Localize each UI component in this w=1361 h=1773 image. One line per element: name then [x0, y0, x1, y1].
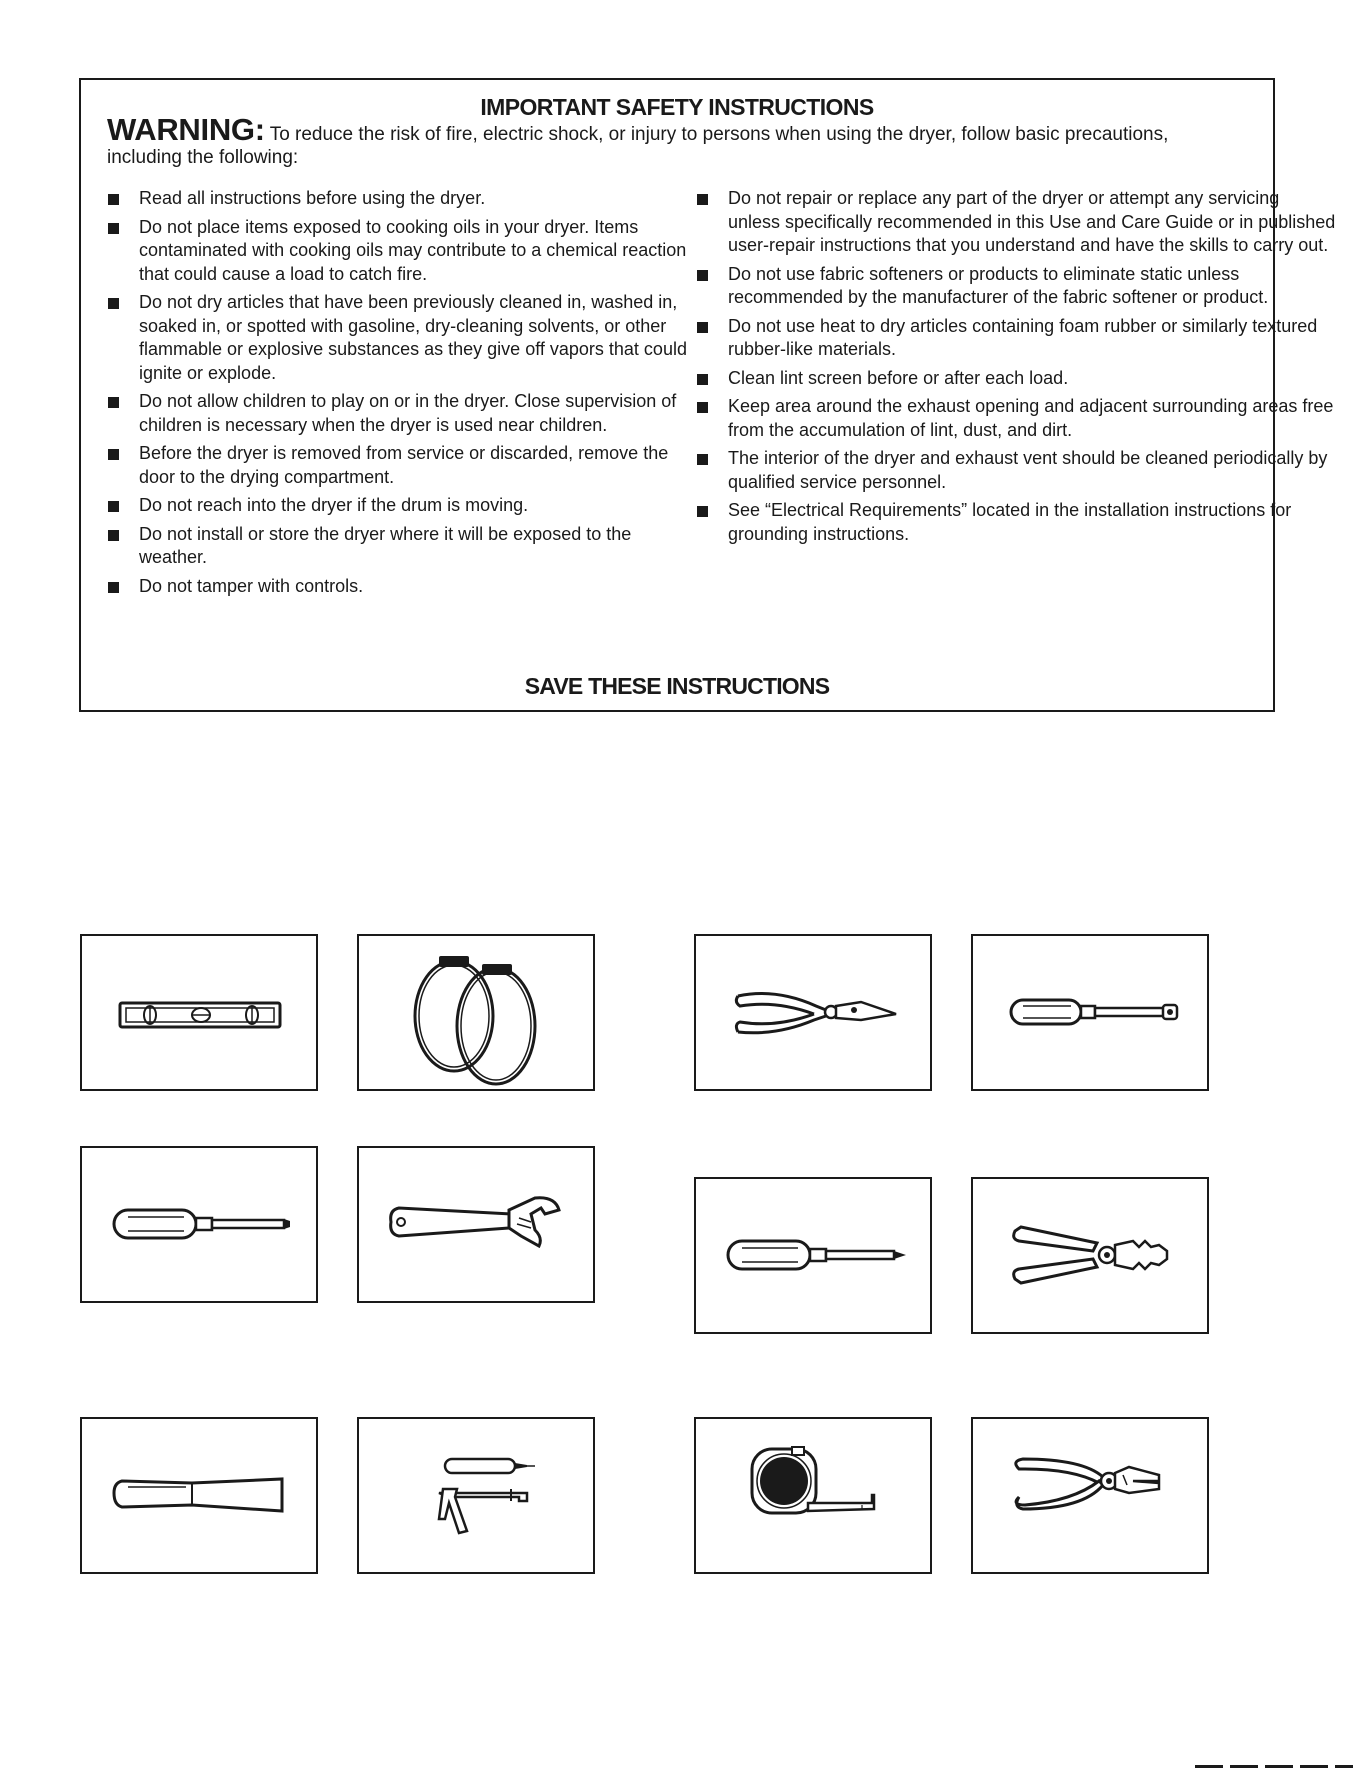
instruction-text: Do not repair or replace any part of the dryer or attempt any servicing unless specifically recommended in this Use and Care Guide or in published user-repair instructions that you understand and have the skills to carry out. — [728, 188, 1336, 255]
instruction-text: Clean lint screen before or after each load. — [728, 367, 1069, 388]
instruction-item — [696, 187, 1336, 258]
instruction-text: Do not reach into the dryer if the drum is moving. — [139, 495, 529, 515]
instruction-text: The interior of the dryer and exhaust vent should be cleaned periodically by qualified service personnel. — [728, 448, 1328, 492]
bullet-square-icon — [108, 397, 119, 408]
tape-measure-icon — [696, 1419, 930, 1572]
flat-screwdriver-tool-box — [80, 1146, 318, 1303]
bullet-square-icon — [108, 194, 119, 205]
instruction-text: Do not dry articles that have been previously cleaned in, washed in, soaked in, or spotted with gasoline, dry-cleaning solvents, or other flammable or explosive substances as they give off vapors that could ignite or explode. — [139, 292, 687, 383]
wire-stripper-icon — [973, 1179, 1207, 1332]
putty-knife-tool-box — [80, 1417, 318, 1574]
bullet-square-icon — [108, 501, 119, 512]
safety-title: IMPORTANT SAFETY INSTRUCTIONS — [480, 94, 874, 120]
bullet-square-icon — [108, 298, 119, 309]
bullet-square-icon — [697, 270, 708, 281]
instruction-item — [107, 442, 697, 489]
instruction-text: Read all instructions before using the dryer. — [139, 188, 486, 208]
instruction-item — [696, 263, 1336, 310]
instruction-item — [696, 447, 1336, 494]
vent-clamps-icon — [359, 936, 593, 1089]
level-icon — [82, 936, 316, 1089]
bullet-square-icon — [697, 454, 708, 465]
bullet-square-icon — [697, 402, 708, 413]
instruction-text: Do not place items exposed to cooking oils in your dryer. Items contaminated with cooking oils may contribute to a chemical reaction that could cause a load to catch fire. — [139, 216, 687, 284]
bullet-square-icon — [108, 530, 119, 541]
instruction-text: Do not install or store the dryer where it will be exposed to the weather. — [139, 523, 632, 567]
caulking-gun-tool-box — [357, 1417, 595, 1574]
tape-measure-tool-box — [694, 1417, 932, 1574]
instruction-item — [107, 291, 697, 385]
instruction-item — [107, 494, 697, 518]
putty-knife-icon — [82, 1419, 316, 1572]
bullet-square-icon — [697, 374, 708, 385]
phillips-screwdriver-tool-box — [694, 1177, 932, 1334]
bullet-square-icon — [108, 449, 119, 460]
wrench-tool-box — [357, 1146, 595, 1303]
tin-snips-icon — [696, 936, 930, 1089]
instruction-text: Before the dryer is removed from service or discarded, remove the door to the drying compartment. — [139, 443, 669, 487]
bullet-square-icon — [697, 506, 708, 517]
instruction-item — [107, 187, 697, 211]
instruction-item — [696, 499, 1336, 546]
instruction-item — [107, 523, 697, 570]
instruction-item — [107, 390, 697, 437]
right-instructions-list — [696, 187, 1336, 551]
bullet-square-icon — [108, 223, 119, 234]
warning-label: WARNING: — [107, 112, 265, 147]
instruction-item — [107, 216, 697, 287]
level-tool-box — [80, 934, 318, 1091]
adjustable-wrench-icon — [359, 1148, 593, 1301]
vent-clamps-tool-box — [357, 934, 595, 1091]
pliers-tool-box — [971, 1417, 1209, 1574]
instruction-text: Keep area around the exhaust opening and adjacent surrounding areas free from the accumulation of lint, dust, and dirt. — [728, 396, 1334, 440]
nut-driver-icon — [973, 936, 1207, 1089]
tin-snips-tool-box — [694, 934, 932, 1091]
instruction-text: Do not use heat to dry articles containing foam rubber or similarly textured rubber-like materials. — [728, 315, 1318, 359]
bullet-square-icon — [108, 582, 119, 593]
flat-blade-screwdriver-icon — [82, 1148, 316, 1301]
nut-driver-tool-box — [971, 934, 1209, 1091]
caulking-gun-icon — [359, 1419, 593, 1572]
bullet-square-icon — [697, 322, 708, 333]
instruction-item — [696, 367, 1336, 391]
bullet-square-icon — [697, 194, 708, 205]
pliers-icon — [973, 1419, 1207, 1572]
footer-rule-marks — [1195, 1755, 1361, 1758]
instruction-item — [107, 575, 697, 599]
instruction-item — [696, 395, 1336, 442]
instruction-text: Do not use fabric softeners or products to eliminate static unless recommended by the manufacturer of the fabric softener or product. — [728, 263, 1269, 307]
safety-instructions-box — [79, 78, 1336, 712]
warning-paragraph — [107, 112, 1247, 169]
warning-text: To reduce the risk of fire, electric shock, or injury to persons when using the dryer, follow basic precautions, including the following: — [107, 124, 1169, 168]
phillips-screwdriver-icon — [696, 1179, 930, 1332]
instruction-item — [696, 315, 1336, 362]
instruction-text: Do not allow children to play on or in the dryer. Close supervision of children is necessary when the dryer is used near children. — [139, 391, 677, 435]
left-instructions-list — [107, 187, 697, 603]
wire-stripper-tool-box — [971, 1177, 1209, 1334]
instruction-text: Do not tamper with controls. — [139, 575, 364, 596]
save-instructions-title: SAVE THESE INSTRUCTIONS — [524, 673, 830, 699]
instruction-text: See “Electrical Requirements” located in the installation instructions for grounding instructions. — [728, 500, 1292, 544]
